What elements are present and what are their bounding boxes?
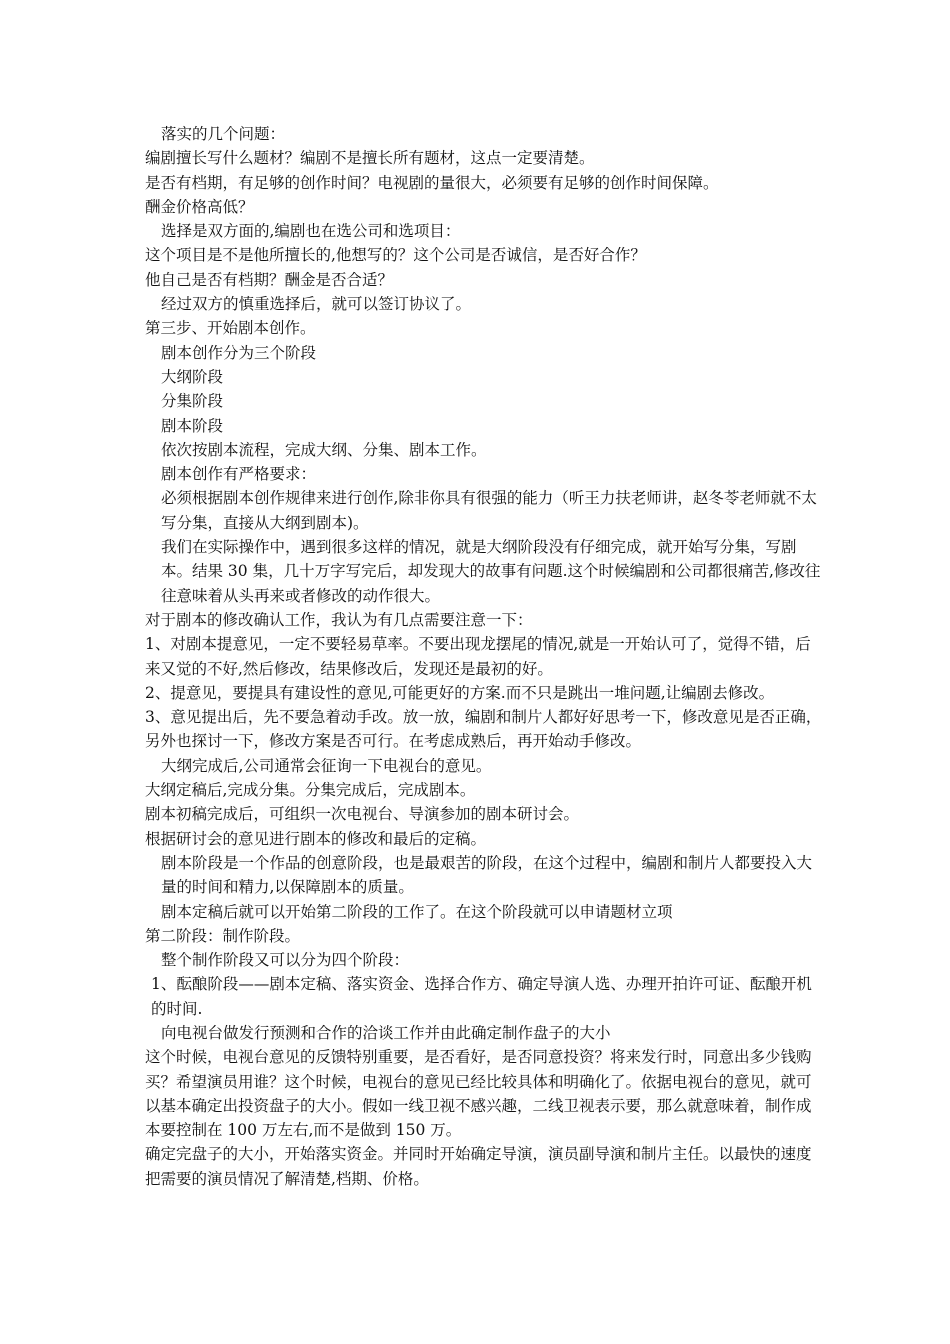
paragraph: 第三步、开始剧本创作。 — [145, 319, 316, 338]
paragraph: 剧本定稿后就可以开始第二阶段的工作了。在这个阶段就可以申请题材立项 — [161, 902, 673, 921]
paragraph: 对于剧本的修改确认工作，我认为有几点需要注意一下： — [145, 610, 533, 629]
document-body — [145, 122, 825, 1191]
paragraph: 1、对剧本提意见，一定不要轻易草率。不要出现龙摆尾的情况,就是一开始认可了，觉得不错，后来又觉的不好,然后修改，结果修改后，发现还是最初的好。 — [145, 635, 811, 678]
paragraph: 依次按剧本流程，完成大纲、分集、剧本工作。 — [161, 440, 487, 459]
paragraph: 分集阶段 — [161, 392, 224, 411]
paragraph: 整个制作阶段又可以分为四个阶段： — [161, 951, 410, 970]
paragraph: 2、提意见，要提具有建设性的意见,可能更好的方案.而不只是跳出一堆问题,让编剧去修改。 — [145, 683, 775, 702]
paragraph: 确定完盘子的大小，开始落实资金。并同时开始确定导演，演员副导演和制片主任。以最快的速度把需要的演员情况了解清楚,档期、价格。 — [145, 1145, 812, 1188]
paragraph: 剧本阶段是一个作品的创意阶段，也是最艰苦的阶段，在这个过程中，编剧和制片人都要投入大量的时间和精力,以保障剧本的质量。 — [161, 853, 813, 897]
paragraph: 酬金价格高低？ — [145, 197, 254, 216]
paragraph: 这个时候，电视台意见的反馈特别重要，是否看好，是否同意投资？将来发行时，同意出多少钱购买？希望演员用谁？这个时候，电视台的意见已经比较具体和明确化了。依据电视台的意见，就可以基本确定出投资盘子的大小。假如一线卫视不感兴趣，二线卫视表示要，那么就意味着，制作成本要控制在 100 万左右,而不是做到 150 万。 — [145, 1048, 812, 1140]
paragraph: 3、意见提出后，先不要急着动手改。放一放，编剧和制片人都好好思考一下，修改意见是否正确，另外也探讨一下，修改方案是否可行。在考虑成熟后，再开始动手修改。 — [145, 708, 822, 751]
paragraph: 大纲阶段 — [161, 367, 224, 386]
paragraph: 向电视台做发行预测和合作的洽谈工作并由此确定制作盘子的大小 — [161, 1023, 611, 1042]
paragraph: 他自己是否有档期？酬金是否合适？ — [145, 270, 394, 289]
paragraph: 第二阶段：制作阶段。 — [145, 926, 301, 945]
paragraph: 大纲完成后,公司通常会征询一下电视台的意见。 — [161, 756, 492, 775]
paragraph: 落实的几个问题： — [161, 125, 286, 143]
paragraph: 必须根据剧本创作规律来进行创作,除非你具有很强的能力（听王力扶老师讲，赵冬苓老师就不太写分集，直接从大纲到剧本)。 — [161, 489, 817, 532]
paragraph: 经过双方的慎重选择后，就可以签订协议了。 — [161, 295, 472, 314]
paragraph: 剧本初稿完成后，可组织一次电视台、导演参加的剧本研讨会。 — [145, 805, 580, 824]
paragraph: 这个项目是不是他所擅长的,他想写的？这个公司是否诚信，是否好合作？ — [145, 246, 646, 265]
paragraph: 根据研讨会的意见进行剧本的修改和最后的定稿。 — [145, 829, 487, 848]
paragraph: 我们在实际操作中，遇到很多这样的情况，就是大纲阶段没有仔细完成，就开始写分集，写剧本。结果 30 集，几十万字写完后，却发现大的故事有问题.这个时候编剧和公司都很痛苦,修改往往意味着从头再来或者修改的动作很大。 — [161, 538, 821, 605]
paragraph: 剧本创作分为三个阶段 — [161, 343, 317, 362]
paragraph: 1、酝酿阶段——剧本定稿、落实资金、选择合作方、确定导演人选、办理开拍许可证、酝酿开机的时间. — [151, 975, 812, 1018]
paragraph: 大纲定稿后,完成分集。分集完成后，完成剧本。 — [145, 781, 476, 800]
paragraph: 剧本创作有严格要求： — [161, 465, 317, 484]
paragraph: 剧本阶段 — [161, 416, 224, 435]
paragraph: 选择是双方面的,编剧也在选公司和选项目： — [161, 222, 461, 241]
paragraph: 编剧擅长写什么题材？编剧不是擅长所有题材，这点一定要清楚。 — [145, 149, 595, 168]
paragraph: 是否有档期，有足够的创作时间？电视剧的量很大，必须要有足够的创作时间保障。 — [145, 173, 719, 192]
